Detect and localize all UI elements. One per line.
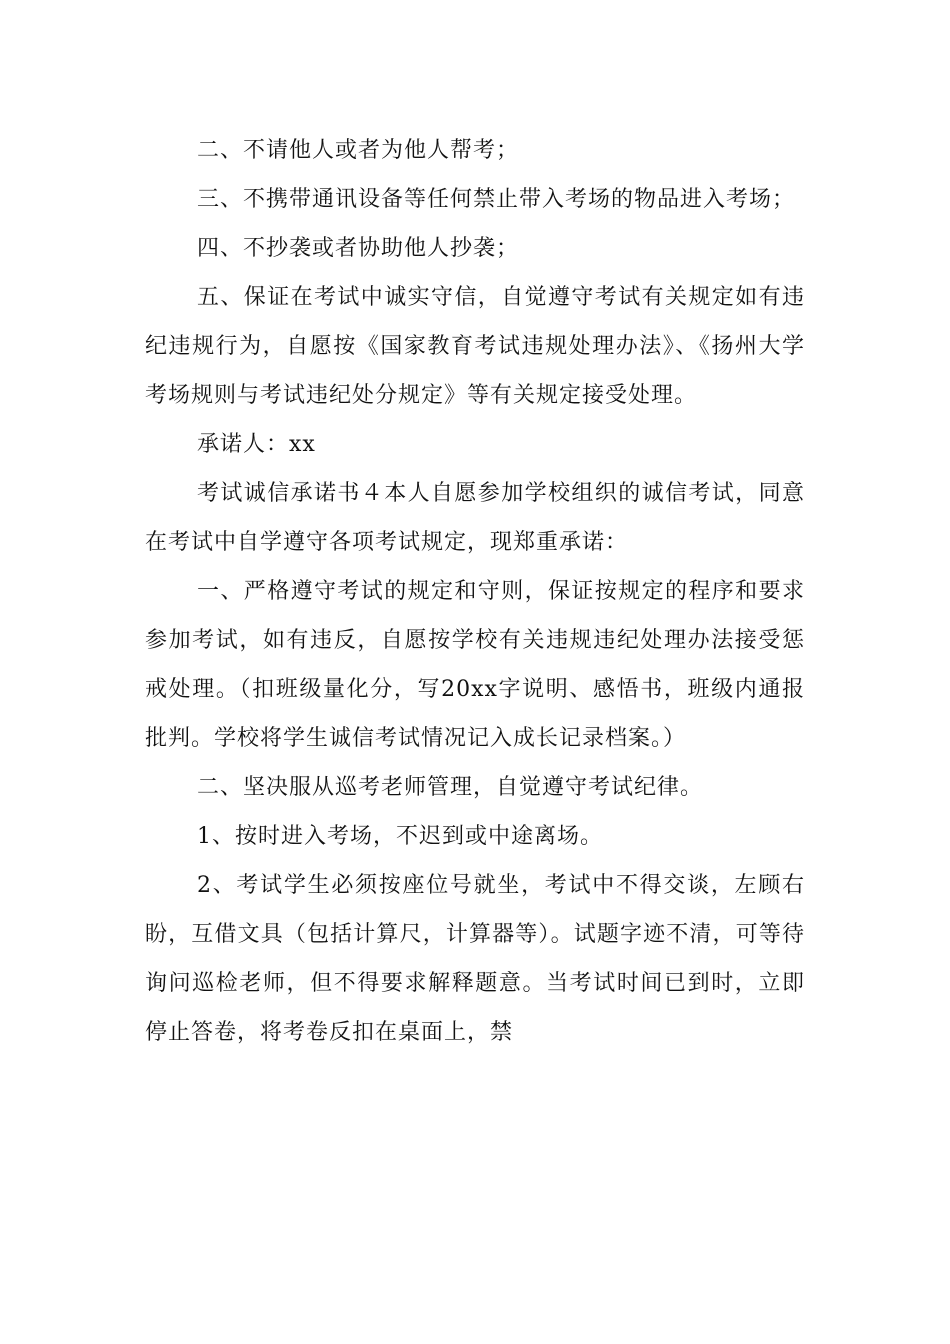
signatory-line: 承诺人：xx	[197, 432, 316, 457]
paragraph-item-2: 二、不请他人或者为他人帮考；	[197, 138, 520, 163]
pledge-intro: 考试诚信承诺书４本人自愿参加学校组织的诚信考试，同意在考试中自学遵守各项考试规定，现郑重承诺：	[145, 481, 805, 555]
pledge-item-2: 二、坚决服从巡考老师管理，自觉遵守考试纪律。	[197, 775, 704, 800]
pledge-item-1: 一、严格遵守考试的规定和守则，保证按规定的程序和要求参加考试，如有违反，自愿按学校有关违规违纪处理办法接受惩戒处理。（扣班级量化分，写20xx字说明、感悟书，班级内通报批判。学校将学生诚信考试情况记入成长记录档案。）	[145, 579, 805, 751]
paragraph-item-5: 五、保证在考试中诚实守信，自觉遵守考试有关规定如有违纪违规行为，自愿按《国家教育考试违规处理办法》、《扬州大学考场规则与考试违纪处分规定》等有关规定接受处理。	[145, 285, 805, 408]
paragraph-item-4: 四、不抄袭或者协助他人抄袭；	[197, 236, 520, 261]
rule-item-1: 1、按时进入考场，不迟到或中途离场。	[197, 824, 603, 849]
document-page	[145, 126, 805, 1057]
rule-item-2: 2、考试学生必须按座位号就坐，考试中不得交谈，左顾右盼，互借文具（包括计算尺，计算器等）。试题字迹不清，可等待询问巡检老师，但不得要求解释题意。当考试时间已到时，立即停止答卷，将考卷反扣在桌面上，禁	[145, 873, 805, 1045]
paragraph-item-3: 三、不携带通讯设备等任何禁止带入考场的物品进入考场；	[197, 187, 796, 212]
